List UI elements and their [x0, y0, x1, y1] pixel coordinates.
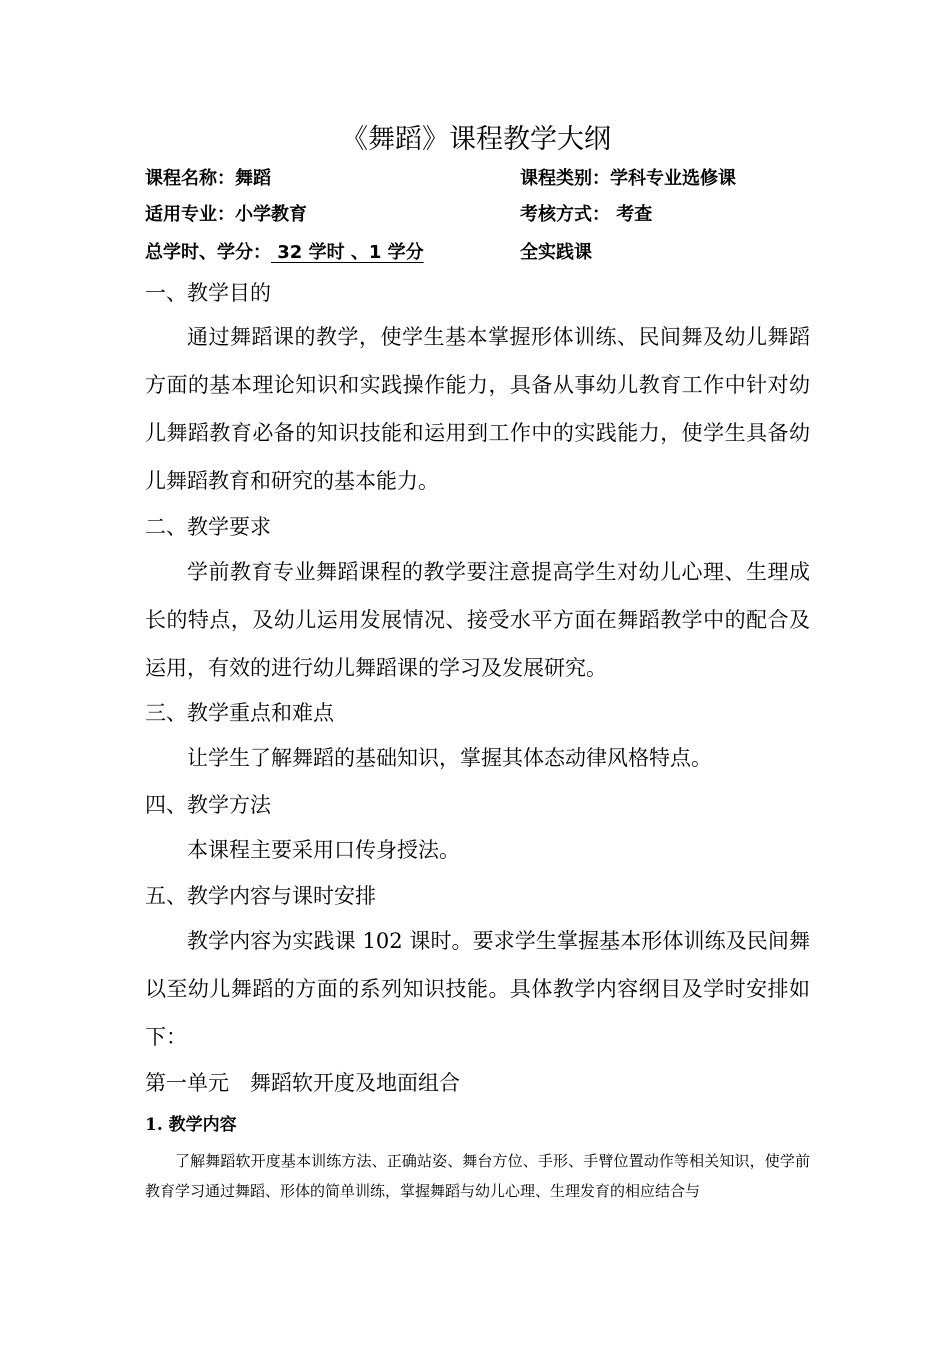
- section-text-content-schedule: 教学内容为实践课 102 课时。要求学生掌握基本形体训练及民间舞以至幼儿舞蹈的方面的系列知识技能。具体教学内容纲目及学时安排如下：: [145, 929, 810, 1049]
- section-text-methods: 本课程主要采用口传身授法。: [187, 838, 460, 862]
- section-heading-methods: 四、教学方法: [145, 793, 271, 817]
- unit-text: 了解舞蹈软开度基本训练方法、正确站姿、舞台方位、手形、手臂位置动作等相关知识，使学前教育学习通过舞蹈、形体的简单训练，掌握舞蹈与幼儿心理、生理发育的相应结合与: [145, 1152, 810, 1200]
- assessment-method: 考核方式： 考查: [520, 204, 653, 225]
- section-heading-content-schedule: 五、教学内容与课时安排: [145, 884, 376, 908]
- applicable-major: 适用专业：小学教育: [145, 204, 307, 225]
- hours-credits-label: 总学时、学分：: [145, 242, 271, 263]
- hours-credits-value: 32 学时 、1 学分: [271, 242, 424, 263]
- hours-credits: [145, 239, 424, 267]
- document-title: 《舞蹈》课程教学大纲: [341, 124, 611, 155]
- section-heading-requirements: 二、教学要求: [145, 515, 271, 539]
- unit-heading: 第一单元 舞蹈软开度及地面组合: [145, 1071, 460, 1095]
- section-text-key-points: 让学生了解舞蹈的基础知识，掌握其体态动律风格特点。: [187, 746, 712, 770]
- practice-type: 全实践课: [520, 242, 592, 263]
- section-text-requirements: 学前教育专业舞蹈课程的教学要注意提高学生对幼儿心理、生理成长的特点，及幼儿运用发展情况、接受水平方面在舞蹈教学中的配合及运用，有效的进行幼儿舞蹈课的学习及发展研究。: [145, 560, 810, 680]
- section-heading-key-points: 三、教学重点和难点: [145, 701, 334, 725]
- course-category: 课程类别：学科专业选修课: [520, 168, 736, 189]
- section-text-purpose: 通过舞蹈课的教学，使学生基本掌握形体训练、民间舞及幼儿舞蹈方面的基本理论知识和实践操作能力，具备从事幼儿教育工作中针对幼儿舞蹈教育必备的知识技能和运用到工作中的实践能力，使学生具备幼儿舞蹈教育和研究的基本能力。: [145, 325, 810, 493]
- section-heading-purpose: 一、教学目的: [145, 281, 271, 305]
- unit-sub-heading: 1. 教学内容: [145, 1115, 237, 1135]
- course-name: 课程名称：舞蹈: [145, 168, 271, 189]
